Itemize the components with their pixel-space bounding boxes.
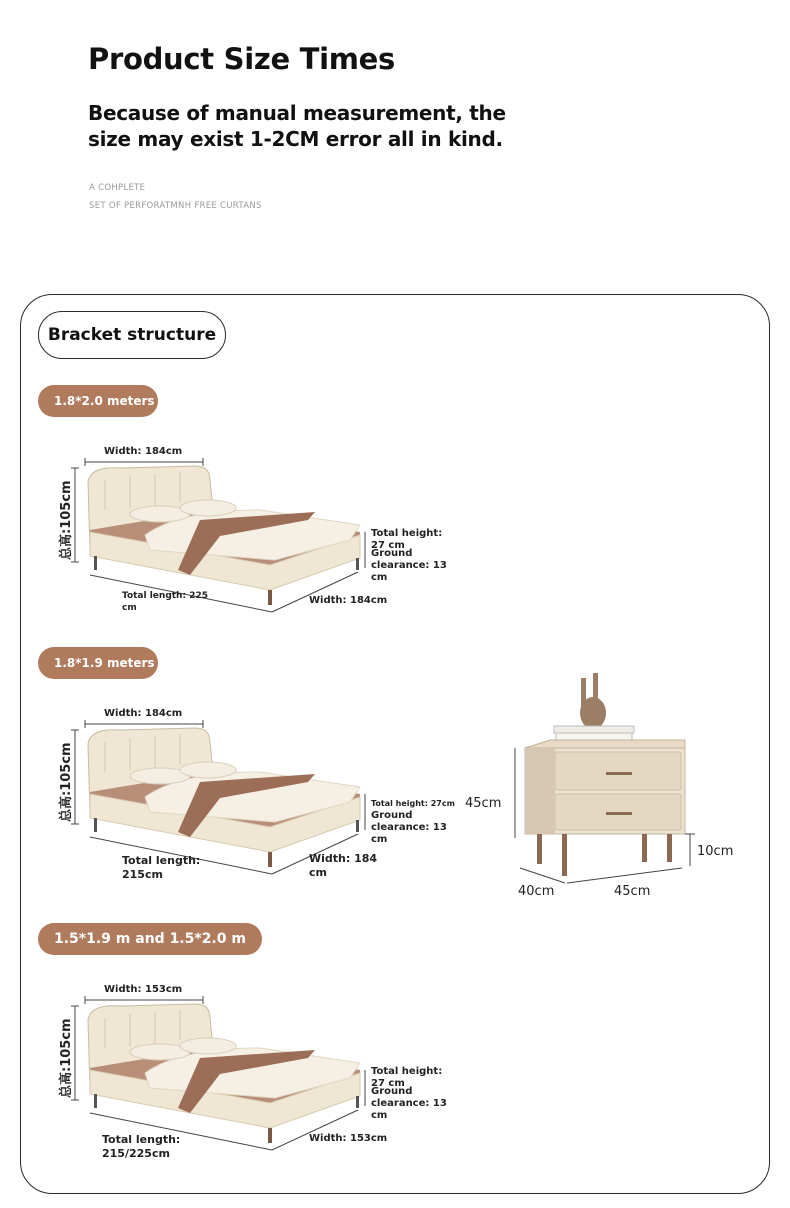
length-label-2: Total length: 215cm	[122, 854, 201, 881]
length-label-3: Total length: 215/225cm	[102, 1133, 181, 1160]
size-tag-1: 1.8*2.0 meters	[38, 385, 158, 417]
size-tag-2: 1.8*1.9 meters	[38, 647, 158, 679]
height-label-3: 总高:105cm	[59, 1018, 74, 1098]
width-top-label-1: Width: 184cm	[104, 446, 183, 457]
decor-caption-1: A COHPLETE	[89, 183, 146, 193]
width-top-label-2: Width: 184cm	[104, 708, 183, 719]
width-side-label-1: Width: 184cm	[309, 595, 388, 606]
nightstand-illustration	[490, 668, 740, 898]
page-subtitle: Because of manual measurement, the size may exist 1-2CM error all in kind.	[88, 101, 506, 151]
bed-illustration-1	[60, 440, 380, 620]
bed-illustration-3	[60, 978, 380, 1158]
page-title: Product Size Times	[88, 42, 395, 76]
decor-caption-2: SET OF PERFORATMNH FREE CURTANS	[89, 201, 262, 211]
ground-label-1: Ground clearance: 13 cm	[371, 548, 447, 583]
nightstand-depth-label: 40cm	[518, 884, 555, 899]
width-side-label-2: Width: 184 cm	[309, 852, 378, 879]
ground-label-3: Ground clearance: 13 cm	[371, 1086, 447, 1121]
total-height-label-3: Total height: 27 cm	[371, 1066, 443, 1089]
width-side-label-3: Width: 153cm	[309, 1133, 388, 1144]
nightstand-width-label: 45cm	[614, 884, 651, 899]
total-height-label-2: Total height: 27cm	[371, 799, 455, 808]
height-label-2: 总高:105cm	[59, 742, 74, 822]
total-height-label-1: Total height: 27 cm	[371, 528, 443, 551]
nightstand-leg-label: 10cm	[697, 844, 734, 859]
width-top-label-3: Width: 153cm	[104, 984, 183, 995]
ground-label-2: Ground clearance: 13 cm	[371, 810, 447, 845]
bracket-heading: Bracket structure	[38, 311, 226, 359]
size-tag-3: 1.5*1.9 m and 1.5*2.0 m	[38, 923, 262, 955]
nightstand-height-label: 45cm	[465, 796, 502, 811]
height-label-1: 总高:105cm	[59, 480, 74, 560]
length-label-1: Total length: 225 cm	[122, 591, 208, 613]
